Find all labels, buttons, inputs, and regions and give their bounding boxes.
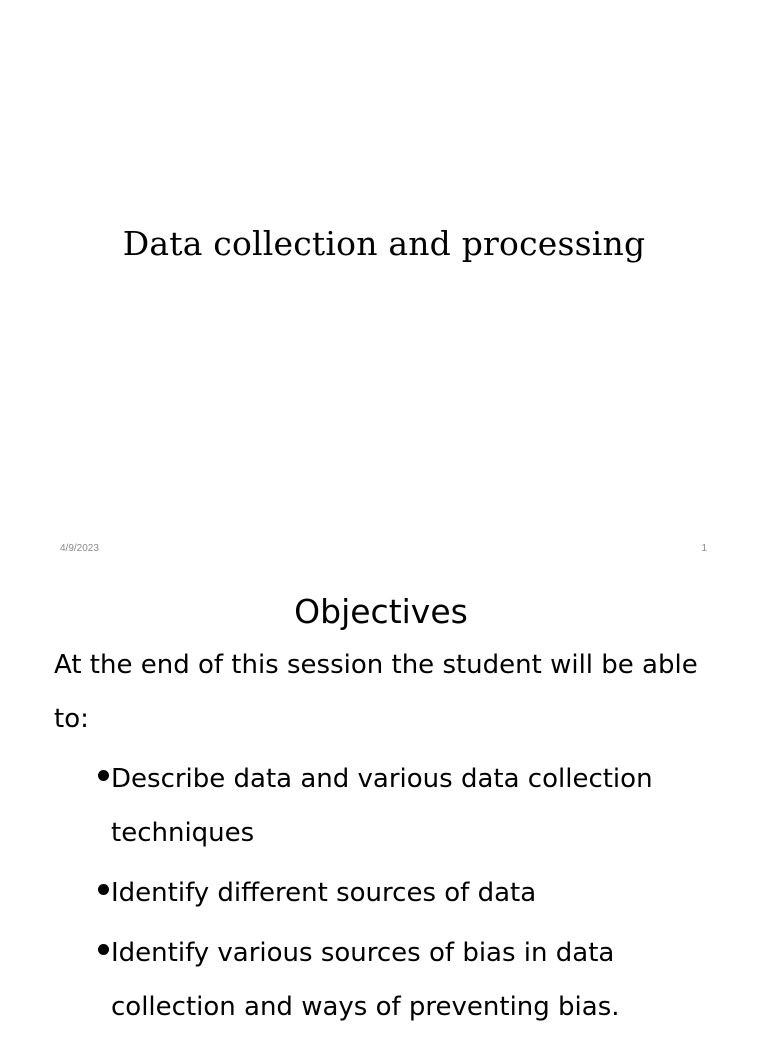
objective-item — [98, 866, 738, 920]
objectives-heading: Objectives — [294, 592, 468, 631]
objective-item-text: Identify different sources of data — [111, 878, 537, 908]
objective-item — [98, 752, 738, 860]
slide-footer-page-number: 1 — [701, 543, 707, 554]
objectives-list — [98, 752, 738, 1040]
objective-item-text: Identify various sources of bias in data collection and ways of preventing bias. — [111, 938, 620, 1022]
bullet-icon — [98, 884, 109, 895]
bullet-icon — [98, 944, 109, 955]
slide-footer-date: 4/9/2023 — [60, 543, 99, 554]
objectives-intro: At the end of this session the student will be able to: — [54, 650, 698, 734]
objective-item — [98, 926, 738, 1034]
slide-objectives — [0, 576, 768, 1024]
slide-title-heading: Data collection and processing — [122, 224, 646, 263]
objective-item-text: Describe data and various data collection techniques — [111, 764, 653, 848]
bullet-icon — [98, 770, 109, 781]
